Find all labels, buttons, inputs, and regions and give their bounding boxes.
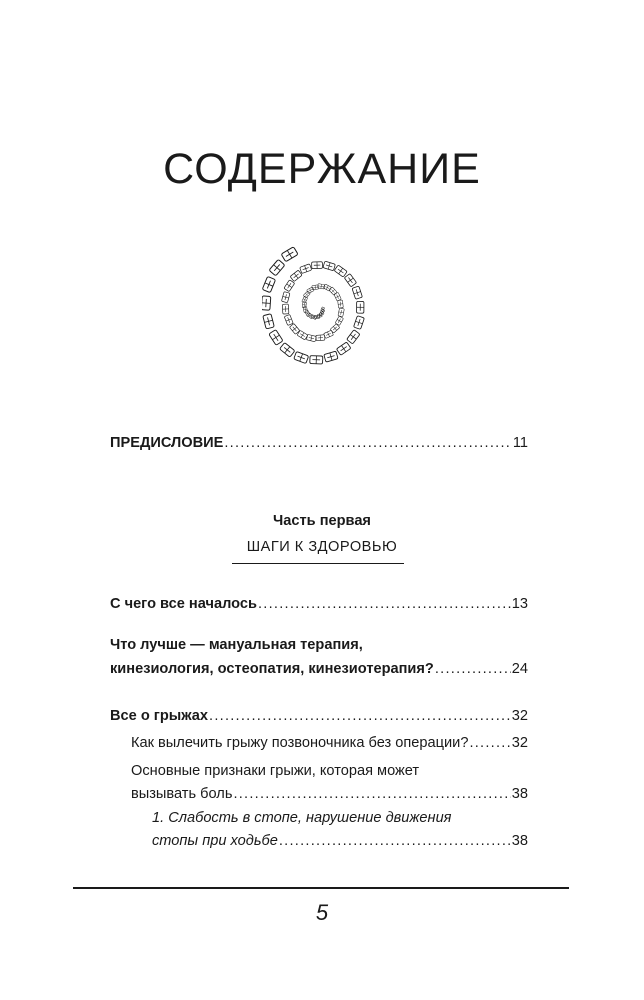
spiral-ornament-icon [262, 241, 374, 373]
toc-leader-dots [233, 783, 510, 805]
toc-entry-label: ПРЕДИСЛОВИЕ [110, 435, 224, 451]
toc-entry-beginning[interactable] [110, 593, 528, 615]
toc-entry-label: С чего все началось [110, 596, 257, 612]
toc-entry-page: 13 [511, 596, 528, 612]
toc-entry-label: вызывать боль [131, 786, 233, 802]
toc-entry-signs[interactable] [131, 783, 528, 805]
toc-entry-page: 32 [511, 708, 528, 724]
toc-entry-page: 38 [511, 833, 528, 849]
toc-entry-treat-hernia[interactable] [131, 732, 528, 754]
part-title: ШАГИ К ЗДОРОВЬЮ [246, 539, 398, 555]
toc-leader-dots [224, 432, 511, 454]
toc-entry-page: 11 [512, 435, 528, 451]
footer-rule [73, 887, 569, 889]
toc-entry-label: Все о грыжах [110, 708, 209, 724]
toc-leader-dots [258, 593, 511, 615]
toc-entry-foot-weakness[interactable] [152, 830, 528, 852]
toc-entry-foot-weakness-line1[interactable]: 1. Слабость в стопе, нарушение движения [152, 810, 452, 826]
toc-entry-signs-line1[interactable]: Основные признаки грыжи, которая может [131, 763, 420, 779]
toc-leader-dots [279, 830, 511, 852]
part-title-underline [232, 563, 404, 564]
toc-entry-page: 24 [511, 661, 528, 677]
toc-entry-preface[interactable] [110, 432, 528, 454]
page-number: 5 [315, 900, 329, 925]
toc-leader-dots [435, 658, 511, 680]
toc-entry-page: 32 [511, 735, 528, 751]
toc-entry-label: стопы при ходьбе [152, 833, 278, 849]
toc-leader-dots [209, 705, 511, 727]
toc-entry-comparison[interactable] [110, 658, 528, 680]
toc-entry-comparison-line1[interactable]: Что лучше — мануальная терапия, [110, 637, 363, 653]
toc-entry-label: Как вылечить грыжу позвоночника без операции? [131, 735, 469, 751]
toc-leader-dots [469, 732, 510, 754]
toc-entry-label: кинезиология, остеопатия, кинезиотерапия? [110, 661, 434, 677]
toc-entry-hernias[interactable] [110, 705, 528, 727]
page-title: СОДЕРЖАНИЕ [163, 145, 481, 193]
toc-entry-page: 38 [511, 786, 528, 802]
part-label: Часть первая [273, 513, 371, 529]
